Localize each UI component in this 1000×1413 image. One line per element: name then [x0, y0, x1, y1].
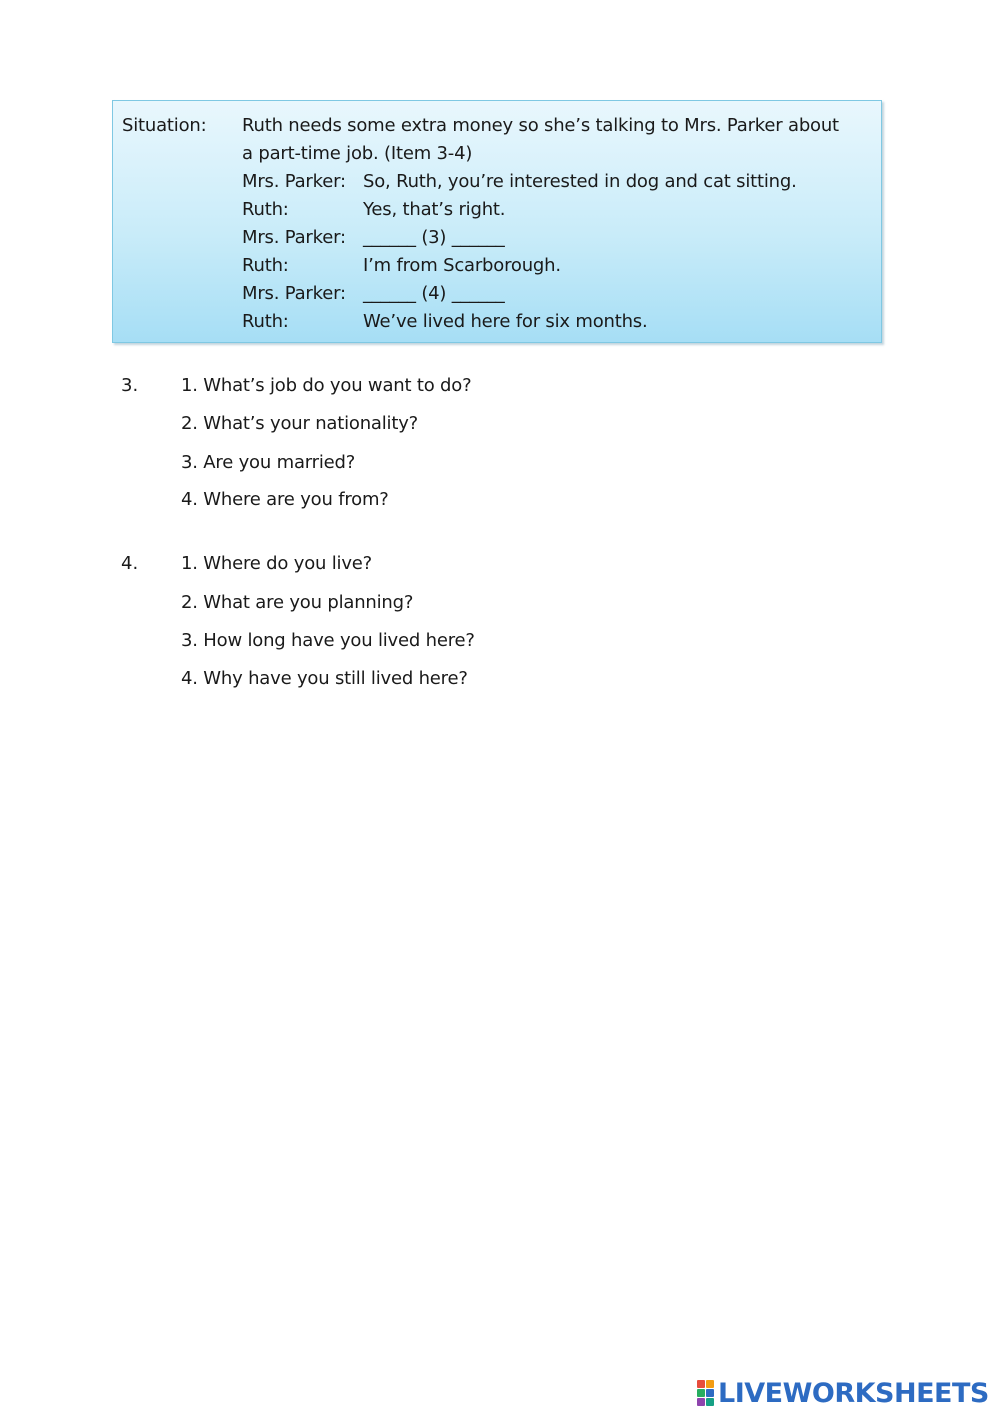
question-number: 4.: [121, 553, 139, 574]
answer-option[interactable]: 1. Where do you live?: [181, 553, 373, 574]
logo-square: [706, 1389, 714, 1397]
dialogue-speaker: Ruth:: [242, 255, 289, 276]
answer-option[interactable]: 2. What are you planning?: [181, 592, 414, 613]
liveworksheets-logo: [697, 1378, 989, 1408]
answer-option[interactable]: 2. What’s your nationality?: [181, 413, 419, 434]
answer-option[interactable]: 3. How long have you lived here?: [181, 630, 475, 651]
dialogue-text: Yes, that’s right.: [363, 199, 506, 220]
situation-intro-line-1: Ruth needs some extra money so she’s talking to Mrs. Parker about: [242, 115, 839, 136]
answer-option[interactable]: 4. Where are you from?: [181, 489, 389, 510]
dialogue-speaker: Mrs. Parker:: [242, 171, 346, 192]
dialogue-speaker: Mrs. Parker:: [242, 227, 346, 248]
logo-square: [697, 1398, 705, 1406]
dialogue-speaker: Mrs. Parker:: [242, 283, 346, 304]
dialogue-speaker: Ruth:: [242, 199, 289, 220]
situation-label: Situation:: [122, 115, 207, 136]
dialogue-text: So, Ruth, you’re interested in dog and cat sitting.: [363, 171, 797, 192]
blank-item-4: ______ (4) ______: [363, 283, 505, 304]
answer-option[interactable]: 4. Why have you still lived here?: [181, 668, 468, 689]
situation-box: [112, 100, 882, 343]
blank-item-3: ______ (3) ______: [363, 227, 505, 248]
question-number: 3.: [121, 375, 139, 396]
dialogue-text: We’ve lived here for six months.: [363, 311, 648, 332]
logo-text: LIVEWORKSHEETS: [718, 1377, 989, 1409]
answer-option[interactable]: 3. Are you married?: [181, 452, 356, 473]
answer-option[interactable]: 1. What’s job do you want to do?: [181, 375, 472, 396]
logo-square: [706, 1380, 714, 1388]
dialogue-speaker: Ruth:: [242, 311, 289, 332]
logo-square: [697, 1380, 705, 1388]
dialogue-text: I’m from Scarborough.: [363, 255, 561, 276]
logo-mark-icon: [697, 1380, 714, 1406]
situation-intro-line-2: a part-time job. (Item 3-4): [242, 143, 473, 164]
logo-square: [706, 1398, 714, 1406]
logo-square: [697, 1389, 705, 1397]
